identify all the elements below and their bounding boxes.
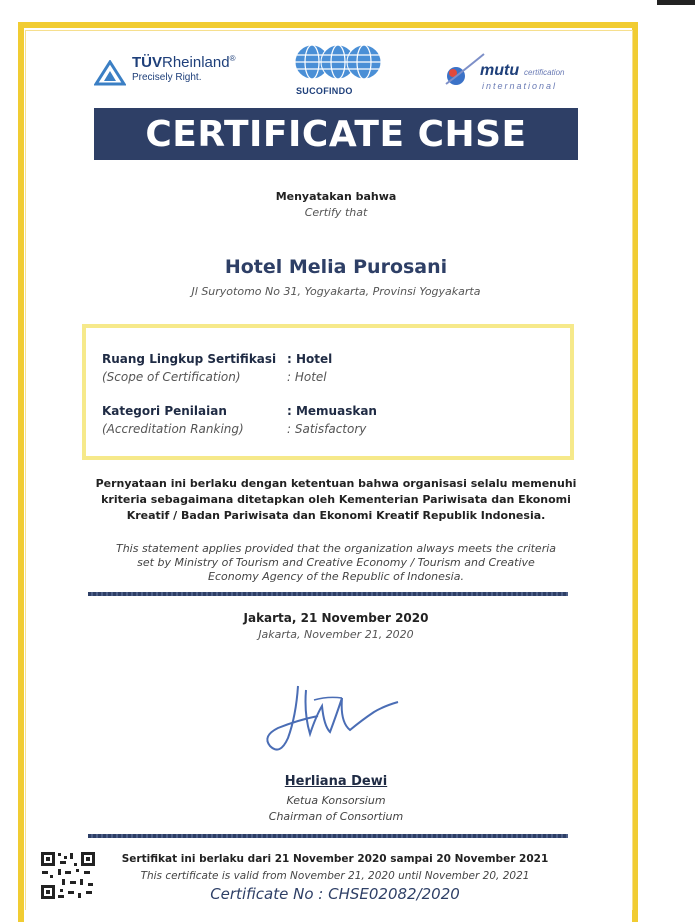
conditions-line: Pernyataan ini berlaku dengan ketentuan bahwa organisasi selalu memenuhi: [95, 477, 577, 490]
conditions-paragraph-english: [94, 542, 578, 584]
divider-rule-bottom: [88, 834, 568, 838]
place-date-english: Jakarta, November 21, 2020: [258, 628, 414, 641]
rating-label-en: (Accreditation Ranking): [102, 422, 244, 436]
statement-indonesian: Menyatakan bahwa: [275, 190, 397, 203]
rating-value-id: : Memuaskan: [287, 404, 377, 418]
conditions-line-en: set by Ministry of Tourism and Creative Economy / Tourism and Creative: [137, 556, 535, 569]
mutu-name: mutu: [480, 62, 520, 79]
rating-value-en: : Satisfactory: [287, 422, 367, 436]
conditions-line: Kreatif / Badan Pariwisata dan Ekonomi Kreatif Republik Indonesia.: [126, 509, 546, 522]
scope-value-id: : Hotel: [287, 352, 333, 366]
tuv-registered-mark: ®: [229, 54, 236, 63]
sucofindo-globe-icon: [292, 42, 384, 84]
validity-english: This certificate is valid from November 21, 2020 until November 20, 2021: [140, 870, 530, 882]
mutu-international-logo: [442, 48, 592, 98]
tuv-triangle-icon: [94, 60, 126, 86]
hotel-name: Hotel Melia Purosani: [224, 256, 448, 278]
mutu-certification: certification: [524, 68, 565, 77]
tuv-name-rest: Rheinland: [162, 54, 230, 71]
place-date-indonesian: Jakarta, 21 November 2020: [243, 611, 429, 625]
sucofindo-logo: [292, 42, 384, 102]
corner-mark: [657, 0, 695, 5]
conditions-line-en: Economy Agency of the Republic of Indonesia.: [208, 570, 464, 583]
mutu-international: international: [482, 81, 558, 91]
certificate-title: CERTIFICATE CHSE: [145, 113, 527, 155]
scope-label-id: Ruang Lingkup Sertifikasi: [102, 352, 277, 366]
conditions-line-en: This statement applies provided that the organization always meets the criteria: [115, 542, 557, 555]
signature-image: [258, 676, 418, 760]
conditions-line: kriteria sebagaimana ditetapkan oleh Kementerian Pariwisata dan Ekonomi: [101, 493, 571, 506]
certificate-banner: [94, 108, 578, 160]
scope-label-en: (Scope of Certification): [102, 370, 241, 384]
statement-english: Certify that: [304, 206, 368, 219]
divider-rule: [88, 592, 568, 596]
tuv-rheinland-logo: [94, 54, 264, 94]
conditions-paragraph-indonesian: [94, 476, 578, 524]
sucofindo-name: SUCOFINDO: [296, 86, 353, 96]
scope-value-en: : Hotel: [287, 370, 327, 384]
logo-bar: [90, 42, 590, 102]
hotel-address: Jl Suryotomo No 31, Yogyakarta, Provinsi Yogyakarta: [191, 285, 481, 298]
tuv-tagline: Precisely Right.: [132, 72, 202, 83]
certificate-number: Certificate No : CHSE02082/2020: [210, 885, 460, 903]
tuv-name-bold: TÜV: [132, 54, 162, 71]
signatory-role-english: Chairman of Consortium: [268, 810, 404, 823]
qr-code: [40, 851, 96, 900]
scope-box: [82, 324, 574, 460]
signatory-name: Herliana Dewi: [284, 774, 388, 789]
validity-indonesian: Sertifikat ini berlaku dari 21 November 2020 sampai 20 November 2021: [121, 853, 549, 865]
rating-label-id: Kategori Penilaian: [102, 404, 227, 418]
signatory-role-indonesian: Ketua Konsorsium: [286, 794, 386, 807]
